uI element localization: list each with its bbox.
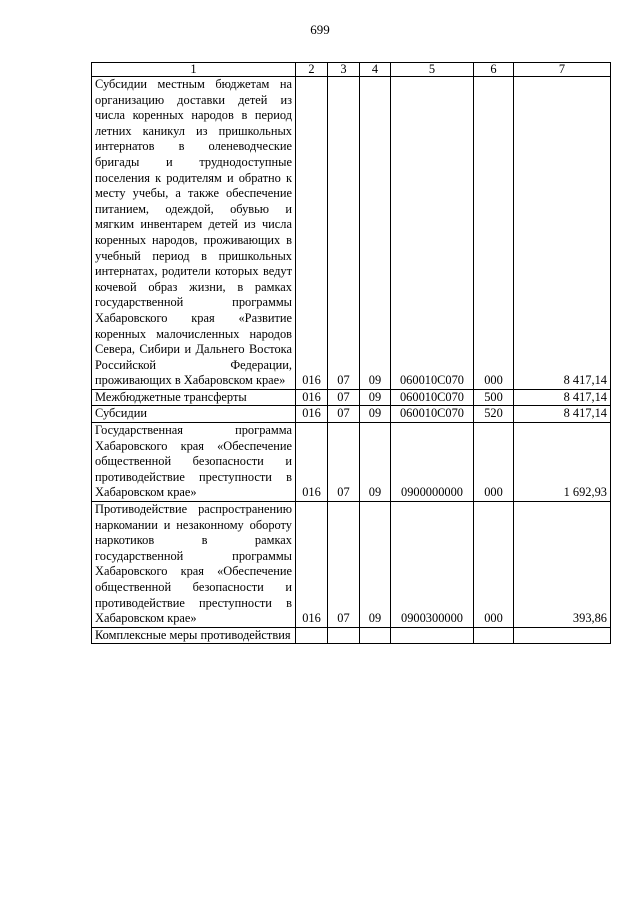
section-code <box>328 627 360 644</box>
target-code: 060010С070 <box>391 389 474 406</box>
subsection-code: 09 <box>360 406 391 423</box>
table-header-row <box>92 63 611 77</box>
section-code: 07 <box>328 502 360 628</box>
subsection-code: 09 <box>360 77 391 390</box>
ministry-code: 016 <box>296 502 328 628</box>
table-row <box>92 502 611 628</box>
target-code: 0900300000 <box>391 502 474 628</box>
table-row <box>92 627 611 644</box>
amount: 8 417,14 <box>514 406 611 423</box>
column-header: 3 <box>328 63 360 77</box>
section-code: 07 <box>328 389 360 406</box>
expense-type-code: 000 <box>474 77 514 390</box>
budget-table <box>91 62 611 644</box>
expense-name: Субсидии <box>92 406 296 423</box>
ministry-code: 016 <box>296 406 328 423</box>
target-code: 060010С070 <box>391 406 474 423</box>
subsection-code: 09 <box>360 389 391 406</box>
column-header: 4 <box>360 63 391 77</box>
expense-type-code: 000 <box>474 423 514 502</box>
column-header: 1 <box>92 63 296 77</box>
table-row <box>92 77 611 390</box>
expense-name: Комплексные меры противодействия <box>92 627 296 644</box>
column-header: 2 <box>296 63 328 77</box>
expense-name: Межбюджетные трансферты <box>92 389 296 406</box>
subsection-code: 09 <box>360 502 391 628</box>
table-row <box>92 423 611 502</box>
target-code: 060010С070 <box>391 77 474 390</box>
expense-type-code: 000 <box>474 502 514 628</box>
ministry-code: 016 <box>296 77 328 390</box>
expense-name: Государственная программа Хабаровского края «Обеспечение общественной безопасности и противодействие преступности в Хабаровском крае» <box>92 423 296 502</box>
ministry-code: 016 <box>296 389 328 406</box>
section-code: 07 <box>328 423 360 502</box>
table-row <box>92 406 611 423</box>
table-row <box>92 389 611 406</box>
expense-type-code <box>474 627 514 644</box>
expense-name: Субсидии местным бюджетам на организацию доставки детей из числа коренных народов в период летних каникул из пришкольных интернатов в оленеводческие бригады и труднодоступные поселения к родителям и обратно к месту учебы, а также обеспечение питанием, одеждой, обувью и мягким инвентарем детей из числа коренных народов, проживающих в учебный период в пришкольных интернатах, родители которых ведут кочевой образ жизни, в рамках государственной программы Хабаровского края «Развитие коренных малочисленных народов Севера, Сибири и Дальнего Востока Российской Федерации, проживающих в Хабаровском крае» <box>92 77 296 390</box>
ministry-code <box>296 627 328 644</box>
expense-type-code: 520 <box>474 406 514 423</box>
section-code: 07 <box>328 77 360 390</box>
column-header: 7 <box>514 63 611 77</box>
ministry-code: 016 <box>296 423 328 502</box>
target-code: 0900000000 <box>391 423 474 502</box>
subsection-code <box>360 627 391 644</box>
page-number: 699 <box>310 22 330 37</box>
section-code: 07 <box>328 406 360 423</box>
target-code <box>391 627 474 644</box>
column-header: 5 <box>391 63 474 77</box>
expense-type-code: 500 <box>474 389 514 406</box>
amount: 1 692,93 <box>514 423 611 502</box>
amount: 393,86 <box>514 502 611 628</box>
expense-name: Противодействие распространению наркомании и незаконному обороту наркотиков в рамках государственной программы Хабаровского края «Обеспечение общественной безопасности и противодействие преступности в Хабаровском крае» <box>92 502 296 628</box>
amount: 8 417,14 <box>514 77 611 390</box>
amount <box>514 627 611 644</box>
column-header: 6 <box>474 63 514 77</box>
amount: 8 417,14 <box>514 389 611 406</box>
subsection-code: 09 <box>360 423 391 502</box>
